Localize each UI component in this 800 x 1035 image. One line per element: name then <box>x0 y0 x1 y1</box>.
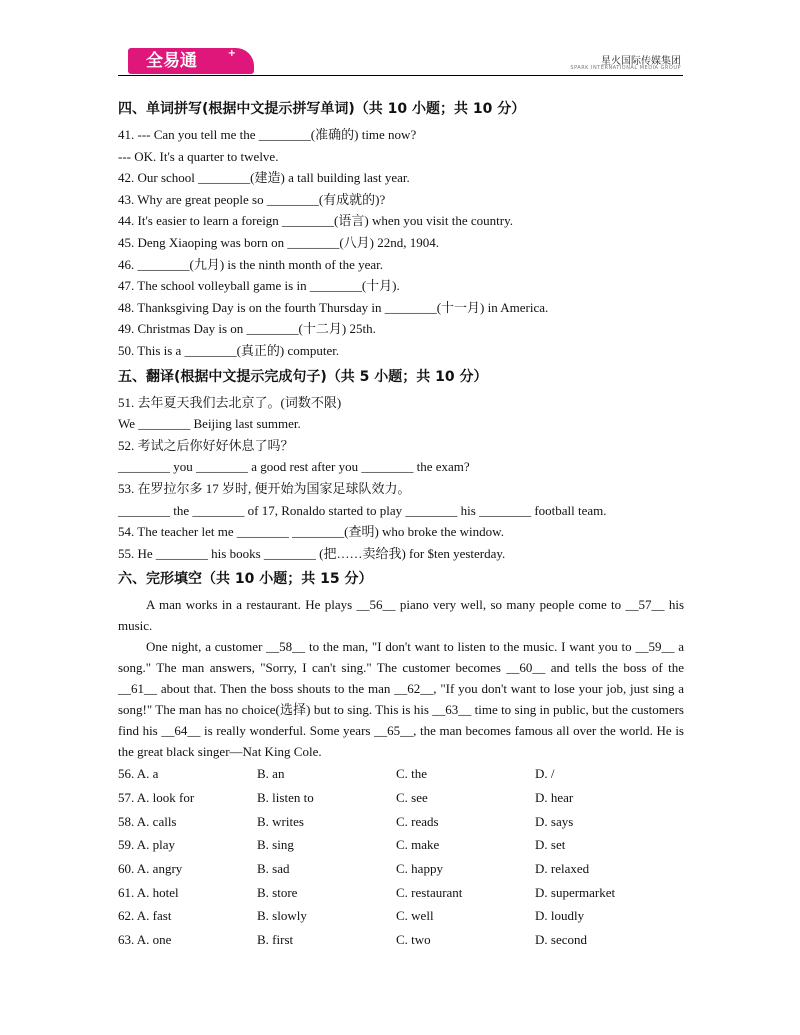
question-line: 53. 在罗拉尔多 17 岁时, 便开始为国家足球队效力。 <box>118 480 411 496</box>
option-a: 62. A. fast <box>118 908 172 924</box>
option-c: C. well <box>396 908 434 924</box>
option-c: C. the <box>396 766 428 782</box>
option-a: 56. A. a <box>118 766 159 782</box>
question-line: ________ the ________ of 17, Ronaldo started to play ________ his ________ football team. <box>118 502 607 518</box>
option-b: B. sing <box>257 837 294 853</box>
option-d: D. / <box>535 766 555 782</box>
option-d: D. loudly <box>535 908 585 924</box>
option-c: C. restaurant <box>396 884 463 900</box>
option-row <box>118 857 684 881</box>
question-line: 47. The school volleyball game is in ________(十月). <box>118 278 400 294</box>
option-a: 58. A. calls <box>118 813 177 829</box>
option-a: 61. A. hotel <box>118 884 179 900</box>
options-list <box>118 762 684 952</box>
option-d: D. says <box>535 813 574 829</box>
option-c: C. see <box>396 789 428 805</box>
question-line: 48. Thanksgiving Day is on the fourth Thursday in ________(十一月) in America. <box>118 299 549 315</box>
exam-content <box>118 94 684 952</box>
logo-plus-mark: + <box>227 48 236 59</box>
brand-subtitle: SPARK INTERNATIONAL MEDIA GROUP <box>570 65 681 71</box>
option-d: D. relaxed <box>535 861 590 877</box>
question-line: 44. It's easier to learn a foreign ________(语言) when you visit the country. <box>118 213 514 229</box>
option-row <box>118 881 684 905</box>
question-line: 42. Our school ________(建造) a tall building last year. <box>118 170 410 186</box>
option-row <box>118 810 684 834</box>
question-line: 54. The teacher let me ________ ________(查明) who broke the window. <box>118 524 504 540</box>
page-header <box>118 42 683 76</box>
question-line: 41. --- Can you tell me the ________(准确的) time now? <box>118 127 417 142</box>
question-line: --- OK. It's a quarter to twelve. <box>118 148 279 164</box>
logo-text: 全易通 <box>146 51 197 71</box>
option-a: 59. A. play <box>118 837 176 853</box>
option-d: D. set <box>535 837 566 853</box>
option-b: B. listen to <box>257 789 314 805</box>
option-c: C. happy <box>396 861 443 877</box>
question-line: 55. He ________ his books ________ (把……卖给我) for $ten yesterday. <box>118 545 506 561</box>
option-b: B. sad <box>257 861 290 877</box>
option-c: C. make <box>396 837 440 853</box>
question-line: 52. 考试之后你好好休息了吗？ <box>118 437 294 453</box>
option-d: D. second <box>535 932 587 948</box>
option-row <box>118 786 684 810</box>
question-line: 49. Christmas Day is on ________(十二月) 25th. <box>118 321 376 337</box>
option-b: B. store <box>257 884 298 900</box>
cloze-paragraph: One night, a customer __58__ to the man, "I don't want to listen to the music. I want you to __59__ a song." The man answers, "Sorry, I can't sing." The customer becomes __60__ and tells the boss of the __61__ about that. Then the boss shouts to the man __62__, "If you don't want to lose your job, just sing a song!" The man has no choice(选择) but to sing. This is his __63__ time to sing in public, but the customers find his __64__ is really wonderful. Some years __65__, the man becomes famous all over the world. He is the great black singer—Nat King Cole. <box>118 639 684 760</box>
question-line: ________ you ________ a good rest after you ________ the exam? <box>118 459 470 475</box>
section-6-title: 六、完形填空（共 10 小题；共 15 分） <box>118 571 373 588</box>
question-line: 46. ________(九月) is the ninth month of the year. <box>118 256 384 272</box>
question-line: 45. Deng Xiaoping was born on ________(八月) 22nd, 1904. <box>118 234 439 250</box>
option-a: 57. A. look for <box>118 789 195 805</box>
option-b: B. an <box>257 766 285 782</box>
option-a: 60. A. angry <box>118 861 183 877</box>
option-d: D. supermarket <box>535 884 616 900</box>
cloze-paragraph: A man works in a restaurant. He plays __56__ piano very well, so many people come to __57__ his music. <box>118 597 684 634</box>
option-row <box>118 928 684 952</box>
header-rule <box>118 75 683 76</box>
section-4-lines <box>118 124 684 362</box>
section-4-title: 四、单词拼写(根据中文提示拼写单词)（共 10 小题；共 10 分） <box>118 101 526 117</box>
option-c: C. reads <box>396 813 439 829</box>
brand-name: 星火国际传媒集团 <box>601 56 681 67</box>
option-row <box>118 904 684 928</box>
section-5-lines <box>118 392 684 565</box>
option-row <box>118 833 684 857</box>
question-line: 51. 去年夏天我们去北京了。(词数不限) <box>118 394 342 410</box>
question-line: We ________ Beijing last summer. <box>118 416 301 432</box>
option-b: B. writes <box>257 813 304 829</box>
option-b: B. slowly <box>257 908 307 924</box>
section-5-title: 五、翻译(根据中文提示完成句子)（共 5 小题；共 10 分） <box>118 368 488 385</box>
publisher-logo <box>128 48 254 74</box>
option-c: C. two <box>396 932 431 948</box>
question-line: 50. This is a ________(真正的) computer. <box>118 342 340 358</box>
question-line: 43. Why are great people so ________(有成就的)? <box>118 191 386 207</box>
option-d: D. hear <box>535 789 574 805</box>
option-b: B. first <box>257 932 294 948</box>
option-row <box>118 762 684 786</box>
option-a: 63. A. one <box>118 932 172 948</box>
